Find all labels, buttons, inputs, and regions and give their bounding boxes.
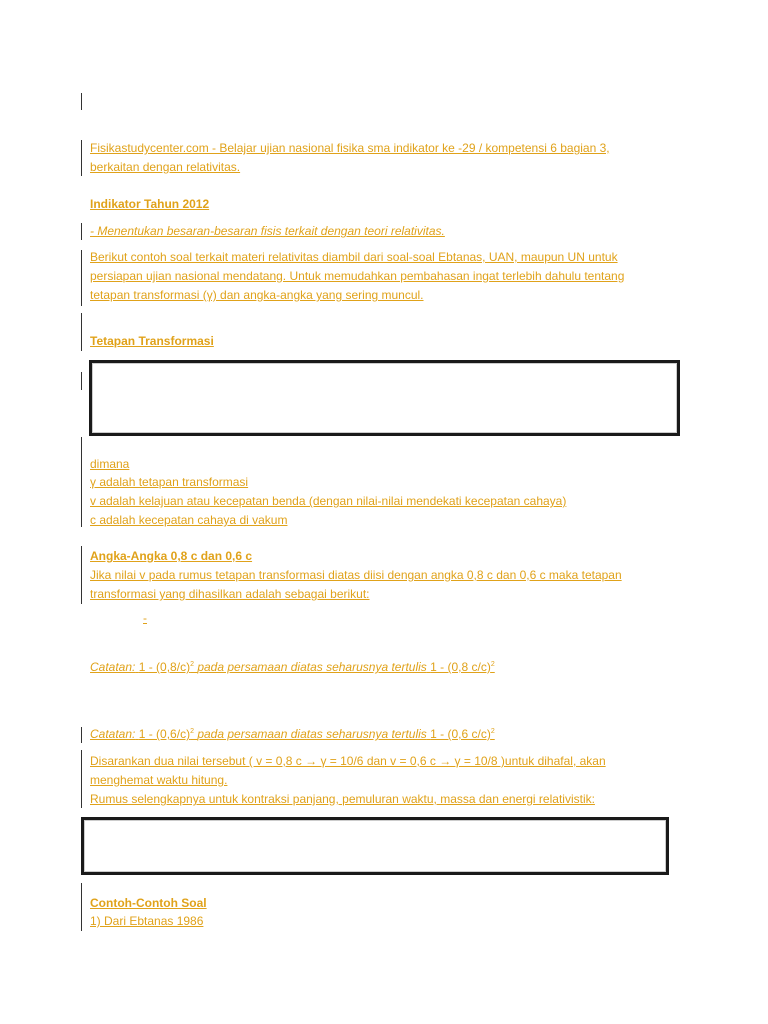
paragraph-line[interactable]: menghemat waktu hitung. [90, 773, 228, 787]
margin-bar [81, 437, 82, 527]
definition-line[interactable]: c adalah kecepatan cahaya di vakum [90, 513, 288, 527]
catatan-label: Catatan: [90, 727, 136, 741]
margin-bar [81, 883, 82, 931]
margin-bar [81, 372, 82, 390]
catatan-sup: 2 [490, 728, 495, 735]
intro-line[interactable]: berkaitan dengan relativitas. [90, 160, 241, 174]
paragraph-line[interactable]: Rumus selengkapnya untuk kontraksi panjang, pemuluran waktu, massa dan energi relativistik: [90, 792, 595, 806]
catatan-label: Catatan: [90, 660, 136, 674]
catatan-sup: 2 [190, 661, 194, 668]
formula-image-box [81, 817, 669, 875]
margin-bar [81, 546, 82, 604]
paragraph-line[interactable]: persiapan ujian nasional mendatang. Untuk memudahkan pembahasan ingat terlebih dahulu tentang [90, 269, 625, 283]
margin-bar [81, 750, 82, 808]
catatan-sup: 2 [490, 661, 495, 668]
angka-line[interactable]: transformasi yang dihasilkan adalah sebagai berikut: [90, 587, 370, 601]
contoh-heading[interactable]: Contoh-Contoh Soal [90, 896, 207, 910]
contoh-item[interactable]: 1) Dari Ebtanas 1986 [90, 914, 204, 928]
formula-dash: - [143, 611, 147, 625]
angka-heading[interactable]: Angka-Angka 0,8 c dan 0,6 c [90, 549, 253, 563]
intro-line[interactable]: Fisikastudycenter.com - Belajar ujian nasional fisika sma indikator ke -29 / kompetensi 6 bagian 3, [90, 141, 610, 155]
catatan-middle: pada persamaan diatas seharusnya tertulis [197, 727, 427, 741]
paragraph-line[interactable]: Disarankan dua nilai tersebut ( v = 0,8 c → γ = 10/6 dan v = 0,6 c → γ = 10/8 )untuk dihafal, akan [90, 754, 606, 768]
margin-bar [81, 313, 82, 351]
margin-bar [81, 223, 82, 240]
tetapan-heading[interactable]: Tetapan Transformasi [90, 334, 214, 348]
indikator-item[interactable]: - Menentukan besaran-besaran fisis terkait dengan teori relativitas. [90, 224, 445, 238]
paragraph-line[interactable]: tetapan transformasi (γ) dan angka-angka yang sering muncul. [90, 288, 424, 302]
catatan-note[interactable] [90, 725, 495, 744]
margin-bar [81, 140, 82, 176]
definition-line[interactable]: v adalah kelajuan atau kecepatan benda (dengan nilai-nilai mendekati kecepatan cahaya) [90, 494, 567, 508]
definition-line[interactable]: dimana [90, 457, 130, 471]
formula-image-box [89, 360, 680, 436]
indikator-heading[interactable]: Indikator Tahun 2012 [90, 197, 210, 211]
angka-line[interactable]: Jika nilai v pada rumus tetapan transformasi diatas diisi dengan angka 0,8 c dan 0,6 c maka tetapan [90, 568, 622, 582]
catatan-expr: 1 - (0,8/c) [138, 660, 191, 674]
margin-bar [81, 93, 82, 110]
margin-bar [81, 250, 82, 306]
paragraph-line[interactable]: Berikut contoh soal terkait materi relativitas diambil dari soal-soal Ebtanas, UAN, maupun UN untuk [90, 250, 618, 264]
definition-line[interactable]: γ adalah tetapan transformasi [90, 475, 249, 489]
catatan-expr: 1 - (0,6/c) [138, 727, 191, 741]
catatan-middle: pada persamaan diatas seharusnya tertulis [197, 660, 427, 674]
catatan-expr2: 1 - (0,6 c/c) [430, 727, 491, 741]
margin-bar [81, 727, 82, 743]
catatan-note[interactable] [90, 658, 495, 677]
catatan-sup: 2 [190, 728, 194, 735]
catatan-expr2: 1 - (0,8 c/c) [430, 660, 491, 674]
